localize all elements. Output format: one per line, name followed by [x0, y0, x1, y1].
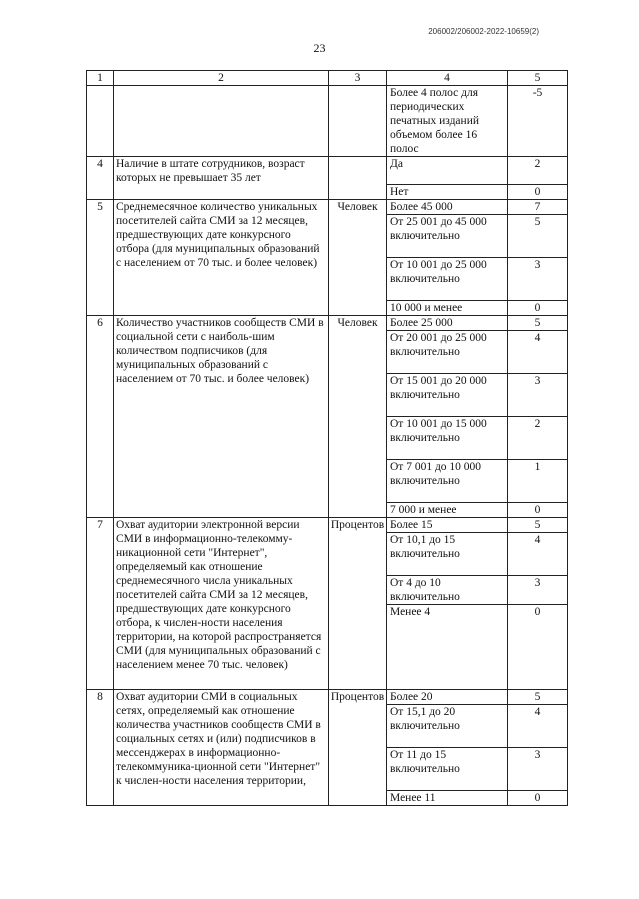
score-cell: -5 — [508, 86, 568, 157]
score-cell: 5 — [508, 215, 568, 258]
criterion-cell: 10 000 и менее — [387, 301, 508, 316]
column-header: 1 — [87, 71, 114, 86]
criterion-cell: Более 20 — [387, 690, 508, 705]
unit-cell: Человек — [329, 200, 387, 316]
criterion-cell: От 10,1 до 15 включительно — [387, 533, 508, 576]
document-number: 206002/206002-2022-10659(2) — [428, 27, 539, 36]
score-cell: 1 — [508, 460, 568, 503]
score-cell: 0 — [508, 503, 568, 518]
criterion-cell: От 10 001 до 15 000 включительно — [387, 417, 508, 460]
criterion-cell: Более 45 000 — [387, 200, 508, 215]
criterion-cell: 7 000 и менее — [387, 503, 508, 518]
criterion-cell: Да — [387, 157, 508, 185]
description-cell: Количество участников сообществ СМИ в социальной сети с наиболь-шим количеством подписчиков (для муниципальных образований с населением от 70 тыс. и более человек) — [114, 316, 329, 518]
score-cell: 0 — [508, 185, 568, 200]
criterion-cell: От 15,1 до 20 включительно — [387, 705, 508, 748]
row-number-cell: 8 — [87, 690, 114, 806]
criterion-cell: От 4 до 10 включительно — [387, 576, 508, 605]
score-cell: 3 — [508, 258, 568, 301]
table-row — [87, 316, 568, 331]
column-header: 5 — [508, 71, 568, 86]
row-number-cell: 6 — [87, 316, 114, 518]
score-cell: 0 — [508, 301, 568, 316]
column-header: 4 — [387, 71, 508, 86]
unit-cell — [329, 86, 387, 157]
criterion-cell: Более 25 000 — [387, 316, 508, 331]
criterion-cell: Менее 11 — [387, 791, 508, 806]
score-cell: 7 — [508, 200, 568, 215]
criterion-cell: От 10 001 до 25 000 включительно — [387, 258, 508, 301]
table-row — [87, 200, 568, 215]
criterion-cell: От 11 до 15 включительно — [387, 748, 508, 791]
score-cell: 0 — [508, 605, 568, 690]
row-number-cell — [87, 86, 114, 157]
score-cell: 5 — [508, 690, 568, 705]
page-number: 23 — [313, 41, 326, 55]
unit-cell — [329, 157, 387, 200]
table-row — [87, 690, 568, 705]
score-cell: 0 — [508, 791, 568, 806]
criterion-cell: От 20 001 до 25 000 включительно — [387, 331, 508, 374]
description-cell: Охват аудитории СМИ в социальных сетях, определяемый как отношение количества участников сообществ СМИ в социальных сетях и (или) подписчиков в мессенджерах в информационно-телекоммуника-ционной сети "Интернет" к числен-ности населения территории, — [114, 690, 329, 806]
criterion-cell: Нет — [387, 185, 508, 200]
criterion-cell: Более 15 — [387, 518, 508, 533]
score-cell: 5 — [508, 518, 568, 533]
table-row — [87, 518, 568, 533]
description-cell: Среднемесячное количество уникальных посетителей сайта СМИ за 12 месяцев, предшествующих дате конкурсного отбора (для муниципальных образований с населением от 70 тыс. и более человек) — [114, 200, 329, 316]
row-number-cell: 7 — [87, 518, 114, 690]
row-number-cell: 5 — [87, 200, 114, 316]
score-cell: 2 — [508, 417, 568, 460]
score-cell: 4 — [508, 533, 568, 576]
score-cell: 3 — [508, 748, 568, 791]
criterion-cell: От 25 001 до 45 000 включительно — [387, 215, 508, 258]
criterion-cell: Более 4 полос для периодических печатных изданий объемом более 16 полос — [387, 86, 508, 157]
description-cell: Охват аудитории электронной версии СМИ в информационно-телекомму-никационной сети "Интернет", определяемый как отношение среднемесячного числа уникальных посетителей сайта СМИ за 12 месяцев, предшествующих дате конкурсного отбора, к числен-ности населения территории, на которой распространяется СМИ (для муниципальных образований с населением менее 70 тыс. человек) — [114, 518, 329, 690]
table-row — [87, 157, 568, 185]
column-header: 3 — [329, 71, 387, 86]
table-row — [87, 86, 568, 157]
score-cell: 4 — [508, 331, 568, 374]
criterion-cell: Менее 4 — [387, 605, 508, 690]
score-cell: 3 — [508, 576, 568, 605]
description-cell — [114, 86, 329, 157]
unit-cell: Человек — [329, 316, 387, 518]
score-cell: 3 — [508, 374, 568, 417]
header-row — [87, 71, 568, 86]
criteria-table — [86, 70, 568, 806]
criterion-cell: От 15 001 до 20 000 включительно — [387, 374, 508, 417]
unit-cell: Процентов — [329, 690, 387, 806]
criterion-cell: От 7 001 до 10 000 включительно — [387, 460, 508, 503]
description-cell: Наличие в штате сотрудников, возраст которых не превышает 35 лет — [114, 157, 329, 200]
score-cell: 4 — [508, 705, 568, 748]
score-cell: 2 — [508, 157, 568, 185]
unit-cell: Процентов — [329, 518, 387, 690]
score-cell: 5 — [508, 316, 568, 331]
row-number-cell: 4 — [87, 157, 114, 200]
column-header: 2 — [114, 71, 329, 86]
